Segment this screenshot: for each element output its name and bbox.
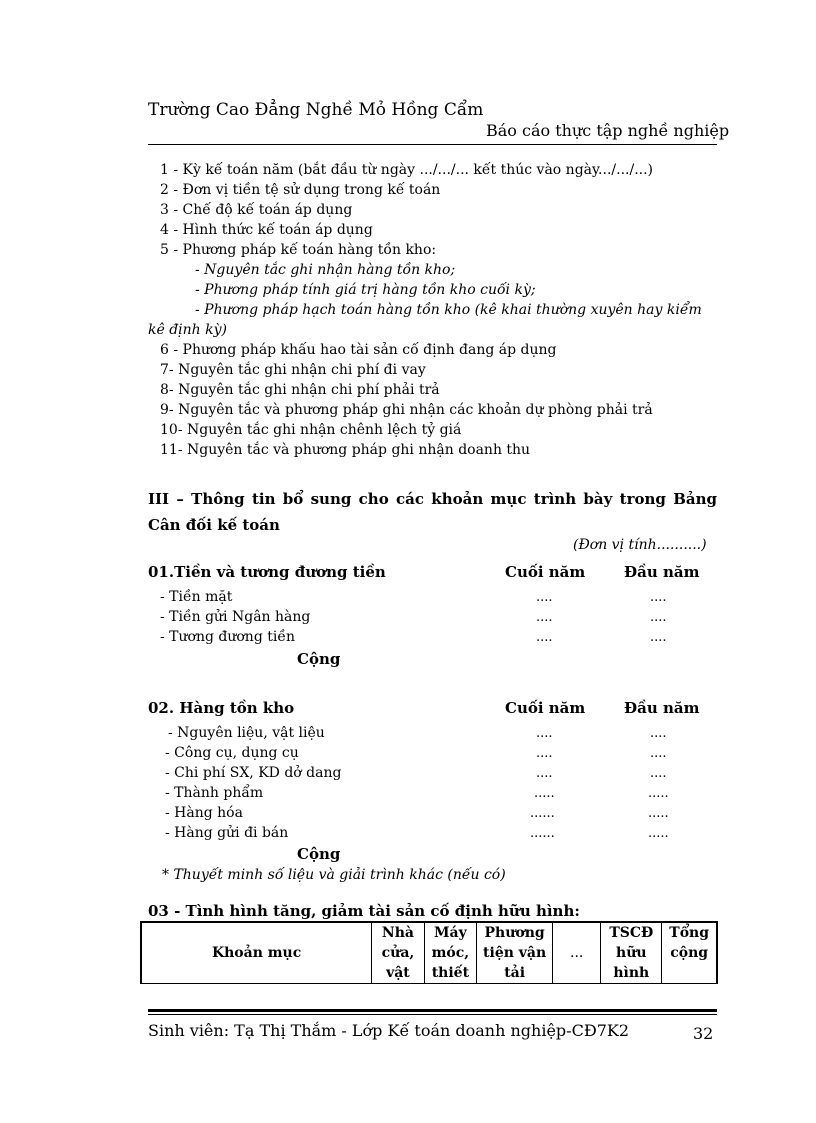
inventory-subitem-3: - Phương pháp hạch toán hàng tồn kho (kê khai thường xuyên hay kiểm bbox=[195, 302, 702, 318]
policy-item-1: 1 - Kỳ kế toán năm (bắt đầu từ ngày .../.../... kết thúc vào ngày.../.../...) bbox=[160, 162, 654, 178]
policy-item-3: 3 - Chế độ kế toán áp dụng bbox=[160, 202, 353, 218]
inventory-total-label: Cộng bbox=[297, 845, 341, 863]
unit-label: (Đơn vị tính..........) bbox=[573, 537, 707, 553]
table-header-cell: Khoản mục bbox=[141, 922, 372, 984]
cash-item-start-value: .... bbox=[650, 630, 667, 645]
inventory-item-start-value: ..... bbox=[648, 826, 669, 841]
footer-divider-thin bbox=[148, 1014, 717, 1015]
table-header-cell: ... bbox=[553, 922, 601, 984]
policy-item-4: 4 - Hình thức kế toán áp dụng bbox=[160, 222, 373, 238]
cash-item-end-value: .... bbox=[536, 590, 553, 605]
inventory-note: * Thuyết minh số liệu và giải trình khác (nếu có) bbox=[162, 867, 506, 883]
table-header-cell: Phương tiện vận tải bbox=[477, 922, 553, 984]
header-divider bbox=[148, 144, 717, 145]
policy-item-2: 2 - Đơn vị tiền tệ sử dụng trong kế toán bbox=[160, 182, 441, 198]
table-header-cell: Nhà cửa, vật bbox=[372, 922, 424, 984]
fixed-assets-table bbox=[140, 921, 718, 984]
report-title: Báo cáo thực tập nghề nghiệp bbox=[486, 121, 730, 140]
policy-item-10: 10- Nguyên tắc ghi nhận chênh lệch tỷ giá bbox=[160, 422, 462, 438]
inventory-item-label: - Thành phẩm bbox=[165, 785, 264, 801]
footer-divider-thick bbox=[148, 1009, 717, 1012]
inventory-item-start-value: ..... bbox=[648, 806, 669, 821]
inventory-item-label: - Hàng gửi đi bán bbox=[165, 825, 289, 841]
cash-item-end-value: .... bbox=[536, 630, 553, 645]
policy-item-7: 7- Nguyên tắc ghi nhận chi phí đi vay bbox=[160, 362, 426, 378]
cash-item-label: - Tiền gửi Ngân hàng bbox=[160, 609, 311, 625]
inventory-item-label: - Công cụ, dụng cụ bbox=[165, 745, 299, 761]
cash-item-end-value: .... bbox=[536, 610, 553, 625]
policy-item-6: 6 - Phương pháp khấu hao tài sản cố định đang áp dụng bbox=[160, 342, 557, 358]
cash-total-label: Cộng bbox=[297, 650, 341, 668]
cash-item-label: - Tiền mặt bbox=[160, 589, 233, 605]
inventory-subitem-2: - Phương pháp tính giá trị hàng tồn kho cuối kỳ; bbox=[195, 282, 536, 298]
inventory-item-end-value: ...... bbox=[530, 826, 555, 841]
inventory-item-start-value: ..... bbox=[648, 786, 669, 801]
cash-col-start-year: Đầu năm bbox=[624, 563, 700, 581]
fixed-assets-title: 03 - Tình hình tăng, giảm tài sản cố định hữu hình: bbox=[148, 902, 580, 920]
policy-item-11: 11- Nguyên tắc và phương pháp ghi nhận doanh thu bbox=[160, 442, 531, 458]
table-header-cell: Tổng cộng bbox=[662, 922, 717, 984]
section-3-title: III – Thông tin bổ sung cho các khoản mục trình bày trong Bảng Cân đối kế toán bbox=[148, 490, 717, 534]
cash-item-label: - Tương đương tiền bbox=[160, 629, 295, 645]
inventory-subitem-1: - Nguyên tắc ghi nhận hàng tồn kho; bbox=[195, 262, 456, 278]
inventory-item-start-value: .... bbox=[650, 726, 667, 741]
inventory-item-label: - Hàng hóa bbox=[165, 805, 243, 821]
cash-heading: 01.Tiền và tương đương tiền bbox=[148, 563, 386, 581]
cash-col-end-year: Cuối năm bbox=[505, 563, 586, 581]
inventory-col-end-year: Cuối năm bbox=[505, 699, 586, 717]
inventory-item-start-value: .... bbox=[650, 766, 667, 781]
inventory-item-label: - Nguyên liệu, vật liệu bbox=[168, 725, 325, 741]
table-header-cell: Máy móc, thiết bbox=[424, 922, 476, 984]
inventory-item-end-value: ..... bbox=[534, 786, 555, 801]
inventory-col-start-year: Đầu năm bbox=[624, 699, 700, 717]
cash-item-start-value: .... bbox=[650, 610, 667, 625]
inventory-item-label: - Chi phí SX, KD dở dang bbox=[165, 765, 342, 781]
school-name: Trường Cao Đẳng Nghề Mỏ Hồng Cẩm bbox=[148, 100, 484, 120]
inventory-item-end-value: .... bbox=[536, 726, 553, 741]
policy-item-5: 5 - Phương pháp kế toán hàng tồn kho: bbox=[160, 242, 437, 258]
page-number: 32 bbox=[693, 1024, 714, 1043]
cash-item-start-value: .... bbox=[650, 590, 667, 605]
policy-item-9: 9- Nguyên tắc và phương pháp ghi nhận các khoản dự phòng phải trả bbox=[160, 402, 653, 418]
inventory-item-end-value: .... bbox=[536, 746, 553, 761]
table-header-cell: TSCĐ hữu hình bbox=[601, 922, 662, 984]
inventory-item-start-value: .... bbox=[650, 746, 667, 761]
footer-student: Sinh viên: Tạ Thị Thắm - Lớp Kế toán doanh nghiệp-CĐ7K2 bbox=[148, 1021, 630, 1040]
inventory-heading: 02. Hàng tồn kho bbox=[148, 699, 295, 717]
inventory-item-end-value: .... bbox=[536, 766, 553, 781]
inventory-subitem-3-cont: kê định kỳ) bbox=[148, 322, 227, 338]
policy-item-8: 8- Nguyên tắc ghi nhận chi phí phải trả bbox=[160, 382, 440, 398]
inventory-item-end-value: ...... bbox=[530, 806, 555, 821]
